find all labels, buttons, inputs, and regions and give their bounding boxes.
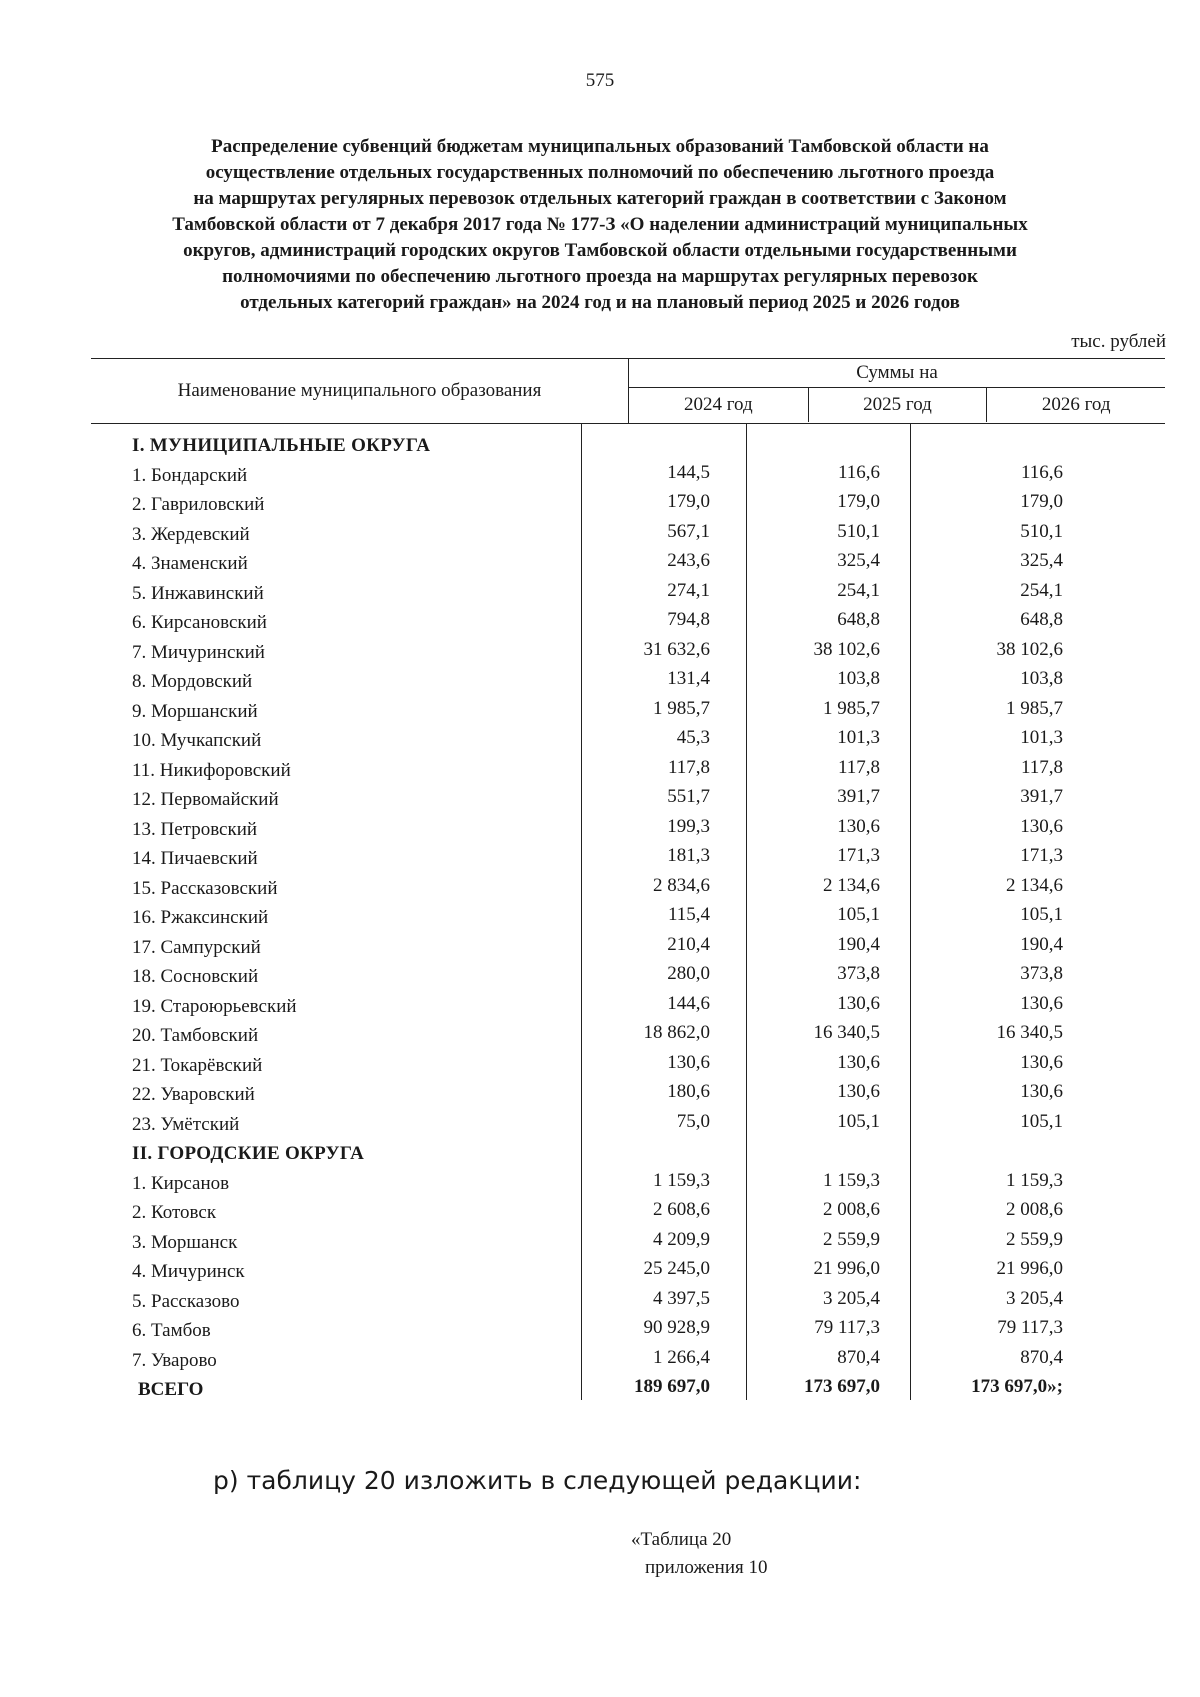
municipality-name: 6. Кирсановский (132, 612, 267, 633)
value-2024: 189 697,0 (634, 1376, 710, 1397)
table-header (91, 358, 1165, 424)
value-2025: 79 117,3 (814, 1317, 880, 1338)
value-2024: 131,4 (667, 668, 710, 689)
header-year-2026: 2026 год (986, 388, 1165, 422)
value-2026: 16 340,5 (996, 1022, 1063, 1043)
header-sums-title: Суммы на (629, 359, 1165, 388)
table-row (91, 1081, 1165, 1111)
page-number: 575 (585, 70, 615, 91)
value-2026: 105,1 (1020, 904, 1063, 925)
value-2025: 105,1 (837, 904, 880, 925)
value-2026: 1 985,7 (1006, 697, 1063, 719)
municipality-name: 1. Бондарский (132, 464, 248, 486)
table-row (91, 1111, 1165, 1141)
value-2025: 1 985,7 (823, 697, 880, 719)
municipality-name: 1. Кирсанов (132, 1172, 230, 1194)
municipality-name: 18. Сосновский (132, 966, 259, 987)
value-2026: 173 697,0»; (971, 1376, 1063, 1397)
value-2025: 130,6 (837, 992, 880, 1014)
value-2024: 210,4 (667, 933, 710, 955)
table-row (91, 875, 1165, 905)
value-2026: 373,8 (1020, 963, 1063, 984)
value-2026: 254,1 (1020, 579, 1063, 601)
value-2025: 38 102,6 (813, 638, 880, 660)
municipality-name: 17. Сампурский (132, 936, 261, 958)
value-2026: 3 205,4 (1006, 1287, 1063, 1309)
value-2025: 179,0 (837, 491, 880, 512)
value-2026: 130,6 (1020, 1081, 1063, 1102)
value-2024: 1 159,3 (653, 1169, 710, 1191)
municipality-name: 16. Ржаксинский (132, 907, 269, 928)
value-2025: 2 008,6 (823, 1199, 880, 1220)
value-2024: 2 834,6 (653, 874, 710, 896)
municipality-name: 6. Тамбов (132, 1320, 211, 1341)
municipality-name: 4. Знаменский (132, 553, 248, 574)
value-2024: 117,8 (667, 756, 710, 778)
value-2024: 181,3 (667, 845, 710, 866)
value-2024: 280,0 (667, 963, 710, 984)
value-2025: 105,1 (837, 1110, 880, 1132)
table-row (91, 1199, 1165, 1229)
value-2026: 21 996,0 (996, 1258, 1063, 1279)
value-2026: 101,3 (1020, 727, 1063, 748)
table-reference (631, 1526, 767, 1582)
title-line: округов, администраций городских округов Тамбовской области отдельными государственными (183, 240, 1017, 261)
municipality-name: 21. Токарёвский (132, 1054, 263, 1076)
title-line: на маршрутах регулярных перевозок отдельных категорий граждан в соответствии с Законом (193, 188, 1007, 209)
value-2024: 90 928,9 (643, 1317, 710, 1338)
table-row (91, 580, 1165, 610)
value-2026: 171,3 (1020, 845, 1063, 866)
value-2026: 870,4 (1020, 1346, 1063, 1368)
value-2024: 4 209,9 (653, 1228, 710, 1250)
table-row (91, 1170, 1165, 1200)
table-row (91, 757, 1165, 787)
table-reference-line: «Таблица 20 (631, 1529, 732, 1550)
municipality-name: 10. Мучкапский (132, 730, 262, 751)
value-2026: 116,6 (1020, 461, 1063, 483)
value-2024: 1 266,4 (653, 1346, 710, 1368)
subvention-table (91, 358, 1165, 1406)
amendment-instruction: р) таблицу 20 изложить в следующей редакции: (213, 1466, 862, 1495)
table-row (91, 1347, 1165, 1377)
value-2026: 117,8 (1020, 756, 1063, 778)
value-2025: 254,1 (837, 579, 880, 601)
value-2026: 38 102,6 (996, 638, 1063, 660)
value-2024: 45,3 (676, 727, 710, 748)
municipality-name: 11. Никифоровский (132, 759, 291, 781)
title-line: осуществление отдельных государственных полномочий по обеспечению льготного проезда (205, 162, 995, 183)
value-2024: 179,0 (667, 491, 710, 512)
title-line: полномочиями по обеспечению льготного проезда на маршрутах регулярных перевозок (222, 266, 978, 287)
table-body (91, 424, 1165, 1406)
municipality-name: 20. Тамбовский (132, 1025, 259, 1046)
value-2024: 2 608,6 (653, 1199, 710, 1220)
table-row (91, 609, 1165, 639)
value-2024: 130,6 (667, 1051, 710, 1073)
header-name-column: Наименование муниципального образования (177, 380, 542, 401)
value-2026: 190,4 (1020, 933, 1063, 955)
value-2025: 116,6 (837, 461, 880, 483)
table-row (91, 462, 1165, 492)
value-2025: 130,6 (837, 1081, 880, 1102)
table-row (91, 786, 1165, 816)
value-2026: 103,8 (1020, 668, 1063, 689)
title-line: Распределение субвенций бюджетам муниципальных образований Тамбовской области на (211, 136, 989, 157)
value-2025: 648,8 (837, 609, 880, 630)
table-reference-line: приложения 10 (645, 1557, 768, 1578)
value-2024: 31 632,6 (643, 638, 710, 660)
table-row (91, 1229, 1165, 1259)
municipality-name: 12. Первомайский (132, 789, 279, 810)
value-2025: 171,3 (837, 845, 880, 866)
municipality-name: 4. Мичуринск (132, 1261, 245, 1282)
value-2024: 794,8 (667, 609, 710, 630)
value-2025: 130,6 (837, 1051, 880, 1073)
value-2025: 510,1 (837, 520, 880, 542)
value-2026: 2 134,6 (1006, 874, 1063, 896)
value-2025: 130,6 (837, 815, 880, 837)
value-2026: 130,6 (1020, 992, 1063, 1014)
municipality-name: 7. Уварово (132, 1349, 217, 1371)
municipality-name: 13. Петровский (132, 818, 258, 840)
table-row (91, 727, 1165, 757)
value-2025: 190,4 (837, 933, 880, 955)
municipality-name: 7. Мичуринский (132, 641, 265, 663)
value-2024: 274,1 (667, 579, 710, 601)
table-row (91, 550, 1165, 580)
value-2025: 103,8 (837, 668, 880, 689)
header-year-2025: 2025 год (808, 388, 987, 422)
value-2024: 551,7 (667, 786, 710, 807)
municipality-name: 9. Моршанский (132, 700, 258, 722)
section-row (91, 1140, 1165, 1170)
value-2024: 4 397,5 (653, 1287, 710, 1309)
value-2024: 243,6 (667, 550, 710, 571)
municipality-name: 19. Староюрьевский (132, 995, 297, 1017)
table-row (91, 639, 1165, 669)
municipality-name: 8. Мордовский (132, 671, 253, 692)
value-2025: 21 996,0 (813, 1258, 880, 1279)
value-2026: 179,0 (1020, 491, 1063, 512)
table-row (91, 1288, 1165, 1318)
value-2024: 567,1 (667, 520, 710, 542)
municipality-name: 5. Инжавинский (132, 582, 264, 604)
total-row (91, 1376, 1165, 1406)
value-2026: 510,1 (1020, 520, 1063, 542)
municipality-name: 14. Пичаевский (132, 848, 258, 869)
value-2024: 199,3 (667, 815, 710, 837)
municipality-name: 3. Моршанск (132, 1231, 238, 1253)
table-row (91, 668, 1165, 698)
value-2026: 648,8 (1020, 609, 1063, 630)
table-row (91, 1317, 1165, 1347)
header-sums-group (628, 359, 1165, 423)
value-2026: 325,4 (1020, 550, 1063, 571)
table-row (91, 993, 1165, 1023)
value-2025: 870,4 (837, 1346, 880, 1368)
table-row (91, 491, 1165, 521)
municipality-name: ВСЕГО (138, 1379, 204, 1400)
table-row (91, 1052, 1165, 1082)
value-2026: 2 559,9 (1006, 1228, 1063, 1250)
value-2025: 391,7 (837, 786, 880, 807)
value-2024: 18 862,0 (643, 1022, 710, 1043)
title-line: отдельных категорий граждан» на 2024 год и на плановый период 2025 и 2026 годов (240, 292, 960, 313)
value-2025: 1 159,3 (823, 1169, 880, 1191)
value-2024: 75,0 (676, 1110, 710, 1132)
table-row (91, 1022, 1165, 1052)
value-2024: 115,4 (667, 904, 710, 925)
municipality-name: 5. Рассказово (132, 1290, 240, 1312)
value-2025: 325,4 (837, 550, 880, 571)
value-2026: 2 008,6 (1006, 1199, 1063, 1220)
table-row (91, 845, 1165, 875)
value-2026: 391,7 (1020, 786, 1063, 807)
value-2025: 101,3 (837, 727, 880, 748)
header-years (629, 388, 1165, 422)
value-2026: 79 117,3 (997, 1317, 1063, 1338)
value-2024: 180,6 (667, 1081, 710, 1102)
municipality-name: 15. Рассказовский (132, 877, 278, 899)
table-row (91, 816, 1165, 846)
value-2025: 117,8 (837, 756, 880, 778)
value-2025: 373,8 (837, 963, 880, 984)
table-row (91, 904, 1165, 934)
value-2026: 105,1 (1020, 1110, 1063, 1132)
table-row (91, 963, 1165, 993)
table-row (91, 698, 1165, 728)
value-2025: 16 340,5 (813, 1022, 880, 1043)
value-2026: 1 159,3 (1006, 1169, 1063, 1191)
value-2024: 1 985,7 (653, 697, 710, 719)
municipality-name: 2. Котовск (132, 1202, 217, 1223)
municipality-name: 3. Жердевский (132, 523, 250, 545)
value-2026: 130,6 (1020, 1051, 1063, 1073)
value-2024: 144,5 (667, 461, 710, 483)
municipality-name: 2. Гавриловский (132, 494, 265, 515)
municipality-name: 23. Умётский (132, 1113, 240, 1135)
section-title: I. МУНИЦИПАЛЬНЫЕ ОКРУГА (132, 435, 431, 456)
table-row (91, 521, 1165, 551)
table-row (91, 934, 1165, 964)
section-row (91, 432, 1165, 462)
value-2025: 173 697,0 (804, 1376, 880, 1397)
value-2025: 3 205,4 (823, 1287, 880, 1309)
value-2024: 144,6 (667, 992, 710, 1014)
title-line: Тамбовской области от 7 декабря 2017 года № 177-З «О наделении администраций муниципальных (172, 214, 1028, 235)
municipality-name: 22. Уваровский (132, 1084, 255, 1105)
value-2026: 130,6 (1020, 815, 1063, 837)
value-2025: 2 559,9 (823, 1228, 880, 1250)
value-2024: 25 245,0 (643, 1258, 710, 1279)
section-title: II. ГОРОДСКИЕ ОКРУГА (132, 1143, 365, 1164)
header-year-2024: 2024 год (683, 394, 753, 415)
value-2025: 2 134,6 (823, 874, 880, 896)
units-label: тыс. рублей (1071, 331, 1166, 352)
document-title (100, 134, 1100, 316)
table-row (91, 1258, 1165, 1288)
